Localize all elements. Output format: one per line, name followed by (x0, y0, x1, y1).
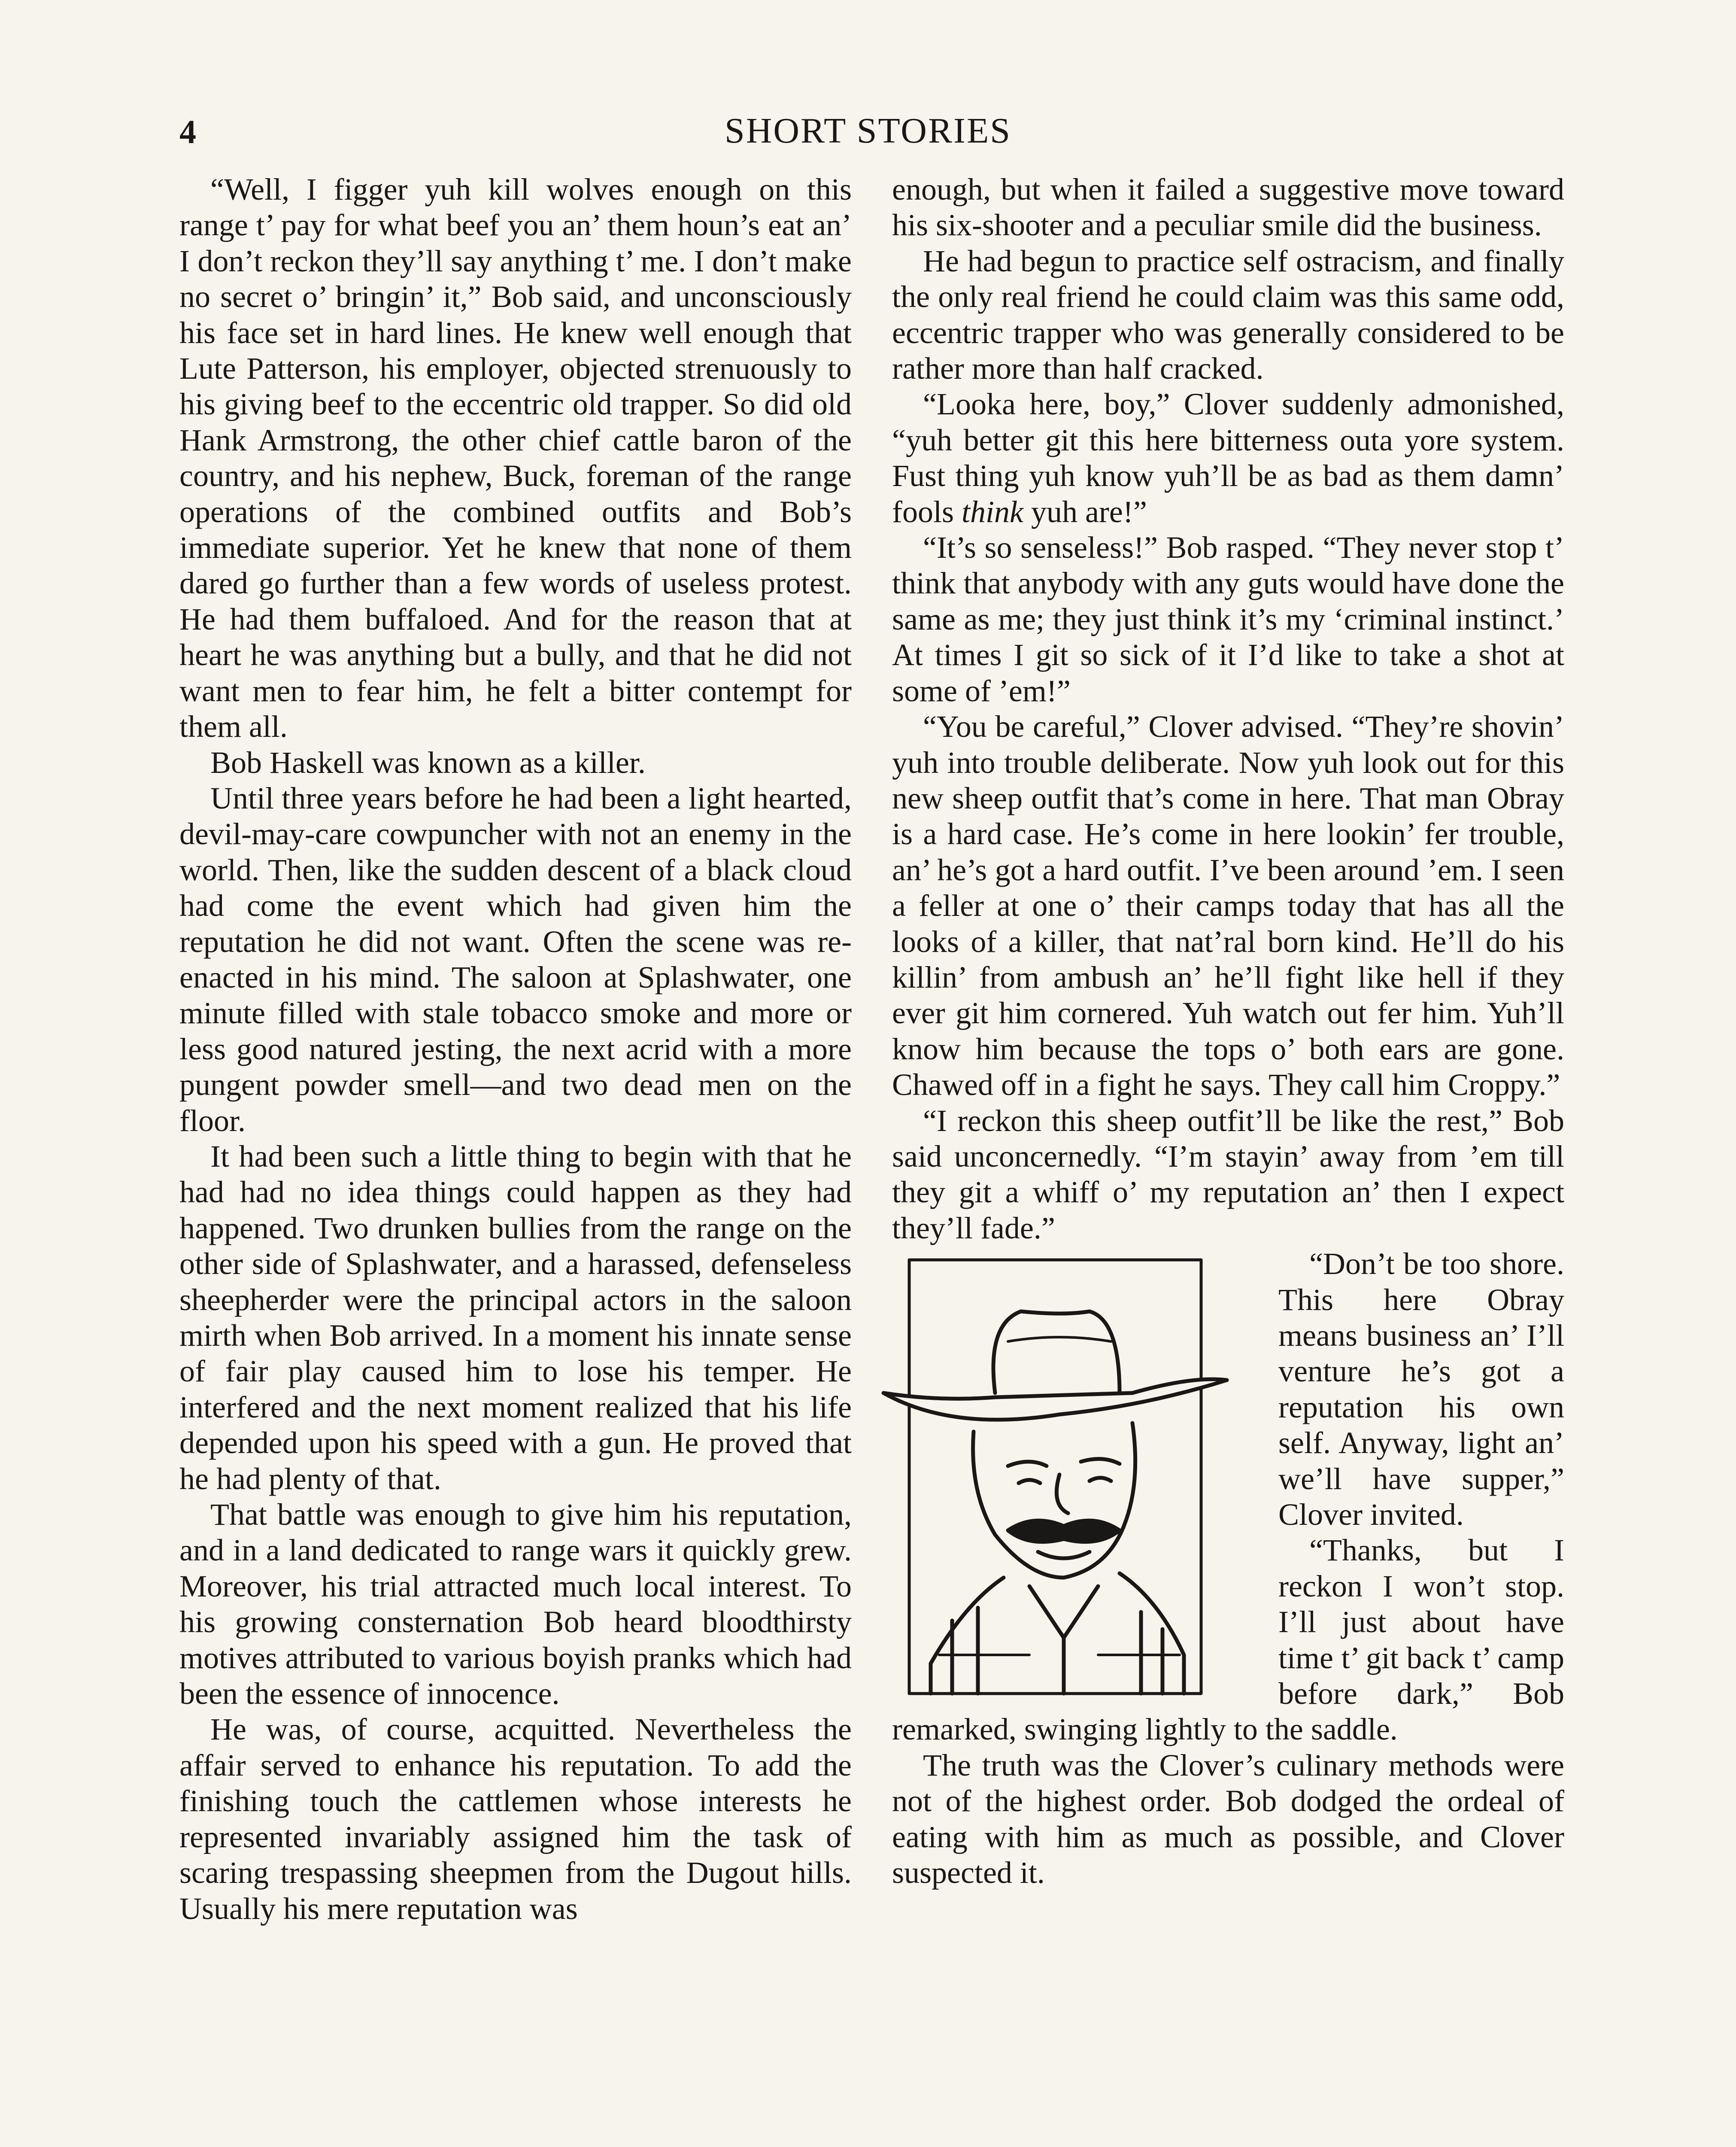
paragraph: That battle was enough to give him his reputation, and in a land dedicated to range wars it quickly grew. Moreover, his trial attracted much local interest. To his growing consternation Bob heard bloodthirsty motives attributed to various boyish pranks which had been the essence of innocence. (179, 1497, 852, 1711)
paragraph: “You be careful,” Clover advised. “They’re shovin’ yuh into trouble deliberate. Now yuh look out for this new sheep outfit that’s come in here. That man Obray is a hard case. He’s come in here lookin’ fer trouble, an’ he’s got a hard outfit. I’ve been around ’em. I seen a feller at one o’ their camps today that has all the looks of a killer, that nat’ral born kind. He’ll do his killin’ from ambush an’ he’ll fight like hell if they ever git him cornered. Yuh watch out fer him. Yuh’ll know him because the tops o’ both ears are gone. Chawed off in a fight he says. They call him Croppy.” (892, 709, 1564, 1102)
cowboy-portrait-drawing (866, 1251, 1261, 1702)
paragraph: “Well, I figger yuh kill wolves enough on this range t’ pay for what beef you an’ them houn’s eat an’ I don’t reckon they’ll say anything t’ me. I don’t make no secret o’ bringin’ it,” Bob said, and unconsciously his face set in hard lines. He knew well enough that Lute Patterson, his employer, objected strenuously to his giving beef to the eccentric old trapper. So did old Hank Armstrong, the other chief cattle baron of the country, and his nephew, Buck, foreman of the range operations of the combined outfits and Bob’s immediate superior. Yet he knew that none of them dared go further than a few words of useless protest. He had them buffaloed. And for the reason that at heart he was anything but a bully, and that he did not want men to fear him, he felt a bitter contempt for them all. (179, 172, 852, 744)
paragraph: “It’s so senseless!” Bob rasped. “They never stop t’ think that anybody with any guts would have done the same as me; they just think it’s my ‘criminal instinct.’ At times I git so sick of it I’d like to take a shot at some of ’em!” (892, 530, 1564, 708)
paragraph: He was, of course, acquitted. Nevertheless the affair served to enhance his reputation. To add the finishing touch the cattlemen whose interests he represented invariably assigned him the task of scaring trespassing sheepmen from the Dugout hills. Usually his mere reputation was (179, 1712, 852, 1926)
text-run: yuh are!” (1023, 494, 1147, 529)
paragraph: “Don’t be too shore. This here Obray means business an’ I’ll venture he’s got a reputation his own self. Anyway, light an’ we’ll have supper,” Clover invited. (1278, 1247, 1564, 1532)
right-column (892, 172, 1564, 1891)
page-number: 4 (179, 113, 196, 150)
running-head: SHORT STORIES (724, 111, 1011, 151)
paragraph: The truth was the Clover’s culinary methods were not of the highest order. Bob dodged the ordeal of eating with him as much as possible, and Clover suspected it. (892, 1748, 1564, 1890)
paragraph: Bob Haskell was known as a killer. (210, 745, 646, 780)
paragraph: “Thanks, but I reckon I won’t stop. I’ll just about have time t’ git back t’ camp before dark,” Bob remarked, swinging lightly to the saddle. (892, 1533, 1564, 1747)
italic-emphasis: think (962, 494, 1023, 529)
text-run: “Looka here, boy,” Clover suddenly admonished, “yuh better git this here bitterness outa yore system. Fust thing yuh know yuh’ll be as bad as them damn’ fools (892, 387, 1564, 529)
paragraph-continuation: enough, but when it failed a suggestive move toward his six-shooter and a peculiar smile did the business. (892, 172, 1564, 243)
paragraph: It had been such a little thing to begin with that he had had no idea things could happen as they had happened. Two drunken bullies from the range on the other side of Splashwater, and a harassed, defenseless sheepherder were the principal actors in the saloon mirth when Bob arrived. In a moment his innate sense of fair play caused him to lose his temper. He interfered and the next moment realized that his life depended upon his speed with a gun. He proved that he had plenty of that. (179, 1139, 852, 1496)
paragraph: Until three years before he had been a light hearted, devil-may-care cowpuncher with not an enemy in the world. Then, like the sudden descent of a black cloud had come the event which had given him the reputation he did not want. Often the scene was re-enacted in his mind. The saloon at Splashwater, one minute filled with stale tobacco smoke and more or less good natured jesting, the next acrid with a more pungent powder smell—and two dead men on the floor. (179, 781, 852, 1138)
cowboy-illustration (866, 1251, 1261, 1702)
left-column (179, 172, 852, 1927)
paragraph: “I reckon this sheep outfit’ll be like the rest,” Bob said unconcernedly. “I’m stayin’ away from ’em till they git a whiff o’ my reputation an’ then I expect they’ll fade.” (892, 1103, 1564, 1245)
paragraph: He had begun to practice self ostracism, and finally the only real friend he could claim was this same odd, eccentric trapper who was generally considered to be rather more than half cracked. (892, 243, 1564, 386)
paragraph (892, 386, 1564, 530)
